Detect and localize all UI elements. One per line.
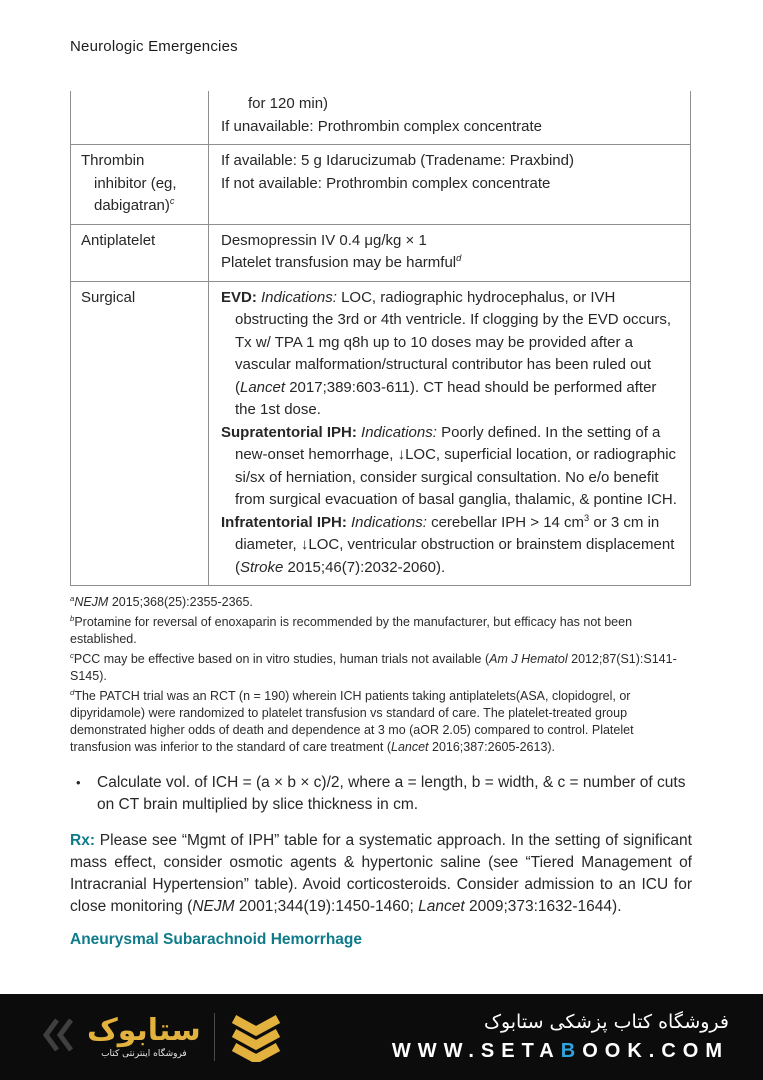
row-label: Antiplatelet [81, 231, 156, 249]
table-line: for 120 min) [248, 95, 329, 112]
table-row-surgical [71, 282, 690, 587]
footer-tagline-farsi: فروشگاه کتاب پزشکی ستابوک [483, 1011, 729, 1033]
bullet-item [70, 772, 692, 816]
table-line: If unavailable: Prothrombin complex concentrate [221, 117, 543, 135]
footnote-a: $^a$NEJM 2015;368(25):2355-2365. [70, 593, 253, 609]
footer-url[interactable] [392, 1040, 729, 1063]
table-line: If available: 5 g Idarucizumab (Tradename: Praxbind) [221, 152, 574, 169]
table-label-cell [71, 282, 209, 586]
table-label-cell [71, 145, 209, 224]
table-label-cell [71, 225, 209, 281]
footer-banner [0, 994, 763, 1080]
footer-url-prefix: WWW.SETA [391, 1040, 561, 1062]
footnote-d: $^d$The PATCH trial was an RCT (n = 190) wherein ICH patients taking antiplatelets(ASA, clopidogrel, or dipyridamole) were randomized to platelet transfusion vs standard of care. The platelet-treated group demonstrated higher odds of death and dependence at 3 mo (aOR 2.05) compared to control. Platelet transfusion was inferior to the standard of care treatment (Lancet 2016;387:2605-2613). [70, 687, 634, 754]
table-content-cell [209, 282, 690, 586]
rx-paragraph: Rx: Please see “Mgmt of IPH” table for a systematic approach. In the setting of significant mass effect, consider osmotic agents & hypertonic saline (see “Tiered Management of Intracranial Hypertension” table). Avoid corticosteroids. Consider admission to an ICU for close monitoring (NEJM 2001;344(19):1450-1460; Lancet 2009;373:1632-1644). [70, 832, 692, 915]
setabook-logotype [87, 1012, 201, 1060]
running-header: Neurologic Emergencies [70, 38, 238, 55]
table-line: Desmopressin IV 0.4 μg/kg × 1 [221, 231, 427, 249]
table-row-thrombin-inhibitor [71, 145, 690, 225]
footnote-c: $^c$PCC may be effective based on in vitro studies, human trials not available (Am J Hematol 2012;87(S1):S141-S145). [70, 650, 677, 683]
row-label: Surgical [81, 288, 136, 306]
table-content-cell [209, 91, 690, 144]
table-paragraph: Infratentorial IPH: Indications: cerebellar IPH > 14 $cm^3$ or 3 cm in diameter, ↓LOC, ventricular obstruction or brainstem displacement (Stroke 2015;46(7):2032-2060). [221, 512, 675, 576]
section-heading: Aneurysmal Subarachnoid Hemorrhage [70, 931, 362, 948]
footer-text-group [392, 1011, 729, 1063]
footnote-b: $^b$Protamine for reversal of enoxaparin is recommended by the manufacturer, but efficacy has not been established. [70, 613, 633, 646]
table-row-continued [71, 91, 690, 145]
row-label: Thrombin inhibitor (eg, dabigatran)$^c$ [81, 152, 177, 214]
setabook-logo-subtitle: فروشگاه اینترنتی کتاب [101, 1049, 187, 1060]
treatment-table [70, 91, 691, 586]
table-row-antiplatelet [71, 225, 690, 282]
table-paragraph: Supratentorial IPH: Indications: Poorly defined. In the setting of a new-onset hemorrhage, ↓LOC, superficial location, or radiographic si/sx of herniation, consider surgical consultation. No e/o benefit from surgical evacuation of basal ganglia, thalamic, & pontine ICH. [221, 423, 677, 508]
table-line: Platelet transfusion may be harmful$^d$ [221, 253, 462, 271]
table-label-cell [71, 91, 209, 144]
bullet-marker: • [76, 775, 81, 790]
setabook-logo-farsi: ستابوک [87, 1012, 201, 1048]
footer-divider [214, 1013, 215, 1061]
footnotes [70, 594, 692, 756]
table-line: If not available: Prothrombin complex concentrate [221, 174, 551, 192]
footer-url-suffix: OOK.COM [582, 1040, 729, 1062]
footer-url-highlight: B [560, 1040, 583, 1062]
double-chevron-left-icon [42, 1016, 74, 1059]
table-content-cell [209, 225, 690, 281]
table-content-cell [209, 145, 690, 224]
stacked-chevron-diamond-icon [228, 1008, 284, 1067]
footer-logo-group [42, 1008, 284, 1067]
bullet-text: Calculate vol. of ICH = (a × b × c)/2, where a = length, b = width, & c = number of cuts on CT brain multiplied by slice thickness in cm. [97, 774, 686, 813]
table-paragraph: EVD: Indications: LOC, radiographic hydrocephalus, or IVH obstructing the 3rd or 4th ventricle. If clogging by the EVD occurs, Tx w/ TPA 1 mg q8h up to 10 doses may be provided after a vascular malformation/structural contributor has been ruled out (Lancet 2017;389:603-611). CT head should be performed after the 1st dose. [221, 288, 672, 418]
